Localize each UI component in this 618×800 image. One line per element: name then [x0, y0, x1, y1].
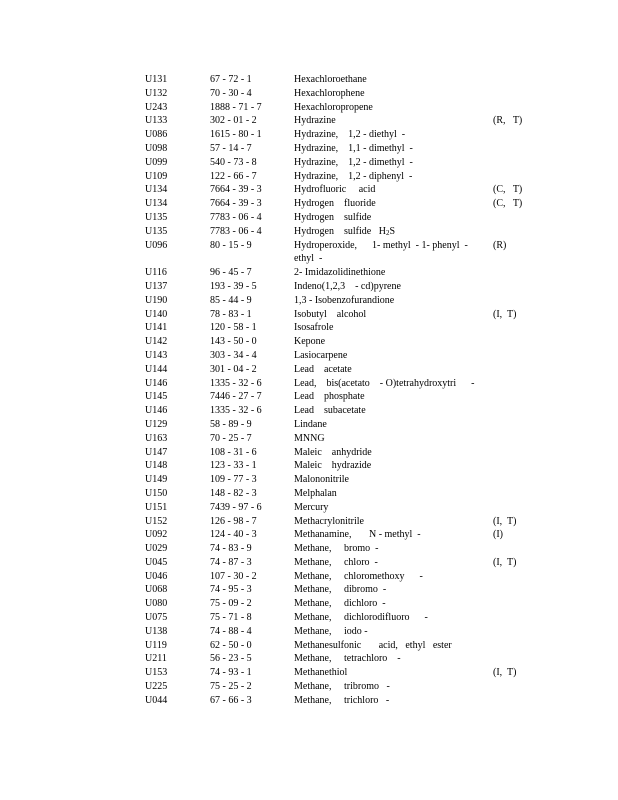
cas-number: 74 - 88 - 4 [210, 625, 252, 637]
hazard-code: (I, T) [493, 515, 517, 527]
waste-code: U146 [145, 377, 168, 389]
cas-number: 74 - 83 - 9 [210, 543, 252, 555]
substance-name: Hydrogen fluoride [294, 198, 376, 210]
cas-number: 303 - 34 - 4 [210, 349, 257, 361]
subscript: 2 [385, 228, 390, 237]
table-row [0, 197, 618, 211]
substance-name: Methane, tribromo - [294, 681, 390, 693]
table-row [0, 542, 618, 556]
waste-code: U129 [145, 418, 168, 430]
substance-name-continued: ethyl - [294, 253, 323, 265]
substance-name: Lead, bis(acetato - O)tetrahydroxytri - [294, 377, 475, 389]
table-row [0, 294, 618, 308]
substance-name: Hydrogen sulfide [294, 211, 372, 223]
cas-number: 122 - 66 - 7 [210, 170, 257, 182]
cas-number: 126 - 98 - 7 [210, 515, 257, 527]
waste-code: U086 [145, 129, 168, 141]
waste-code: U098 [145, 142, 168, 154]
waste-code: U096 [145, 239, 168, 251]
substance-name: Methane, dichloro - [294, 598, 386, 610]
substance-name: Hydrazine, 1,2 - dimethyl - [294, 156, 413, 168]
table-row [0, 418, 618, 432]
substance-name: Methane, bromo - [294, 543, 379, 555]
substance-name: Kepone [294, 336, 326, 348]
substance-name: Hydrogen sulfide $H_2S$ [294, 225, 395, 237]
cas-number: 58 - 89 - 9 [210, 418, 252, 430]
cas-number: 70 - 30 - 4 [210, 87, 252, 99]
table-row [0, 625, 618, 639]
substance-name: Lead phosphate [294, 391, 365, 403]
waste-code: U135 [145, 225, 168, 237]
table-row [0, 239, 618, 267]
substance-name: Isobutyl alcohol [294, 308, 367, 320]
table-row [0, 101, 618, 115]
hazardous-waste-table [0, 73, 618, 708]
cas-number: 1888 - 71 - 7 [210, 101, 262, 113]
substance-name: Lasiocarpene [294, 349, 348, 361]
waste-code: U131 [145, 74, 168, 85]
cas-number: 74 - 95 - 3 [210, 584, 252, 596]
table-row [0, 114, 618, 128]
cas-number: 1335 - 32 - 6 [210, 377, 262, 389]
waste-code: U046 [145, 570, 168, 582]
cas-number: 108 - 31 - 6 [210, 446, 257, 458]
table-row [0, 308, 618, 322]
cas-number: 143 - 50 - 0 [210, 336, 257, 348]
waste-code: U150 [145, 487, 168, 499]
waste-code: U163 [145, 432, 168, 444]
substance-name: Lindane [294, 418, 327, 430]
waste-code: U137 [145, 280, 168, 292]
cas-number: 1335 - 32 - 6 [210, 405, 262, 417]
table-row [0, 170, 618, 184]
cas-number: 301 - 04 - 2 [210, 363, 257, 375]
waste-code: U068 [145, 584, 168, 596]
substance-name: Mercury [294, 501, 329, 513]
substance-name: Hexachloroethane [294, 74, 367, 85]
cas-number: 124 - 40 - 3 [210, 529, 257, 541]
waste-code: U099 [145, 156, 168, 168]
hazard-code: (R) [493, 239, 507, 251]
table-row [0, 501, 618, 515]
waste-code: U134 [145, 198, 168, 210]
hazard-code: (I, T) [493, 556, 517, 568]
substance-name: Isosafrole [294, 322, 334, 334]
table-row [0, 211, 618, 225]
substance-name: Hydrazine, 1,2 - diphenyl - [294, 170, 413, 182]
waste-code: U116 [145, 267, 167, 279]
hazard-code: (I) [493, 529, 503, 541]
table-row [0, 652, 618, 666]
cas-number: 70 - 25 - 7 [210, 432, 252, 444]
table-row [0, 225, 618, 239]
cas-number: 67 - 66 - 3 [210, 694, 252, 706]
waste-code: U133 [145, 115, 168, 127]
waste-code: U140 [145, 308, 168, 320]
table-row [0, 528, 618, 542]
substance-name: Methane, chloromethoxy - [294, 570, 423, 582]
substance-name: Hydrofluoric acid [294, 184, 376, 196]
waste-code: U144 [145, 363, 168, 375]
substance-name: 2- Imidazolidinethione [294, 267, 386, 279]
table-row [0, 473, 618, 487]
cas-number: 75 - 09 - 2 [210, 598, 252, 610]
table-row [0, 556, 618, 570]
hazard-code: (I, T) [493, 308, 517, 320]
table-row [0, 694, 618, 708]
cas-number: 123 - 33 - 1 [210, 460, 257, 472]
substance-name: Hydrazine [294, 115, 336, 127]
hazard-code: (C, T) [493, 198, 523, 210]
waste-code: U151 [145, 501, 168, 513]
waste-code: U145 [145, 391, 168, 403]
table-row [0, 321, 618, 335]
waste-code: U211 [145, 653, 167, 665]
substance-name: Hydroperoxide, 1- methyl - 1- phenyl - [294, 239, 468, 251]
cas-number: 7783 - 06 - 4 [210, 211, 262, 223]
cas-number: 85 - 44 - 9 [210, 294, 252, 306]
table-row [0, 597, 618, 611]
waste-code: U119 [145, 639, 167, 651]
table-row [0, 87, 618, 101]
cas-number: 193 - 39 - 5 [210, 280, 257, 292]
substance-name: Methane, chloro - [294, 556, 378, 568]
waste-code: U134 [145, 184, 168, 196]
substance-name: Hexachloropropene [294, 101, 373, 113]
waste-code: U109 [145, 170, 168, 182]
cas-number: 7439 - 97 - 6 [210, 501, 262, 513]
cas-number: 7783 - 06 - 4 [210, 225, 262, 237]
table-row [0, 515, 618, 529]
substance-name: Malononitrile [294, 474, 349, 486]
substance-name: Methane, tetrachloro - [294, 653, 401, 665]
waste-code: U243 [145, 101, 168, 113]
substance-name: Methane, dichlorodifluoro - [294, 612, 428, 624]
substance-name: Melphalan [294, 487, 337, 499]
table-row [0, 639, 618, 653]
table-row [0, 446, 618, 460]
cas-number: 1615 - 80 - 1 [210, 129, 262, 141]
table-row [0, 128, 618, 142]
substance-name: Methane, iodo - [294, 625, 368, 637]
substance-name: Maleic anhydride [294, 446, 372, 458]
cas-number: 62 - 50 - 0 [210, 639, 252, 651]
substance-name: Methanesulfonic acid, ethyl ester [294, 639, 452, 651]
hazard-code: (C, T) [493, 184, 523, 196]
cas-number: 75 - 25 - 2 [210, 681, 252, 693]
substance-name: Hydrazine, 1,1 - dimethyl - [294, 142, 413, 154]
cas-number: 107 - 30 - 2 [210, 570, 257, 582]
cas-number: 109 - 77 - 3 [210, 474, 257, 486]
cas-number: 80 - 15 - 9 [210, 239, 252, 251]
substance-name: Lead subacetate [294, 405, 366, 417]
cas-number: 67 - 72 - 1 [210, 74, 252, 85]
table-row [0, 570, 618, 584]
substance-name: MNNG [294, 432, 325, 444]
table-row [0, 583, 618, 597]
table-row [0, 611, 618, 625]
table-row [0, 666, 618, 680]
waste-code: U190 [145, 294, 168, 306]
waste-code: U149 [145, 474, 168, 486]
table-row [0, 142, 618, 156]
waste-code: U148 [145, 460, 168, 472]
waste-code: U153 [145, 667, 168, 679]
substance-name: Methanamine, N - methyl - [294, 529, 421, 541]
substance-name: Methane, trichloro - [294, 694, 390, 706]
waste-code: U146 [145, 405, 168, 417]
table-row [0, 432, 618, 446]
waste-code: U132 [145, 87, 168, 99]
cas-number: 7664 - 39 - 3 [210, 184, 262, 196]
waste-code: U142 [145, 336, 168, 348]
substance-name: 1,3 - Isobenzofurandione [294, 294, 395, 306]
cas-number: 75 - 71 - 8 [210, 612, 252, 624]
waste-code: U075 [145, 612, 168, 624]
cas-number: 148 - 82 - 3 [210, 487, 257, 499]
substance-name: Maleic hydrazide [294, 460, 372, 472]
waste-code: U135 [145, 211, 168, 223]
cas-number: 540 - 73 - 8 [210, 156, 257, 168]
substance-name: Lead acetate [294, 363, 352, 375]
waste-code: U029 [145, 543, 168, 555]
table-row [0, 266, 618, 280]
waste-code: U141 [145, 322, 168, 334]
waste-code: U138 [145, 625, 168, 637]
table-row [0, 363, 618, 377]
hazard-code: (I, T) [493, 667, 517, 679]
hazard-code: (R, T) [493, 115, 523, 127]
cas-number: 57 - 14 - 7 [210, 142, 252, 154]
waste-code: U092 [145, 529, 168, 541]
cas-number: 74 - 87 - 3 [210, 556, 252, 568]
table-row [0, 183, 618, 197]
table-row [0, 156, 618, 170]
table-row [0, 335, 618, 349]
table-row [0, 349, 618, 363]
substance-name: Methacrylonitrile [294, 515, 364, 527]
waste-code: U152 [145, 515, 168, 527]
waste-code: U045 [145, 556, 168, 568]
cas-number: 74 - 93 - 1 [210, 667, 252, 679]
waste-code: U044 [145, 694, 168, 706]
cas-number: 56 - 23 - 5 [210, 653, 252, 665]
table-row [0, 280, 618, 294]
table-row [0, 377, 618, 391]
waste-code: U080 [145, 598, 168, 610]
substance-name: Hexachlorophene [294, 87, 365, 99]
cas-number: 302 - 01 - 2 [210, 115, 257, 127]
waste-code: U147 [145, 446, 168, 458]
cas-number: 120 - 58 - 1 [210, 322, 257, 334]
cas-number: 7664 - 39 - 3 [210, 198, 262, 210]
cas-number: 78 - 83 - 1 [210, 308, 252, 320]
table-row [0, 680, 618, 694]
substance-name: Indeno(1,2,3 - cd)pyrene [294, 280, 401, 292]
substance-name: Methanethiol [294, 667, 348, 679]
table-row [0, 73, 618, 87]
waste-code: U143 [145, 349, 168, 361]
waste-code: U225 [145, 681, 168, 693]
cas-number: 96 - 45 - 7 [210, 267, 252, 279]
substance-name: Methane, dibromo - [294, 584, 387, 596]
table-row [0, 404, 618, 418]
cas-number: 7446 - 27 - 7 [210, 391, 262, 403]
substance-name: Hydrazine, 1,2 - diethyl - [294, 129, 406, 141]
table-row [0, 390, 618, 404]
table-row [0, 487, 618, 501]
table-row [0, 459, 618, 473]
